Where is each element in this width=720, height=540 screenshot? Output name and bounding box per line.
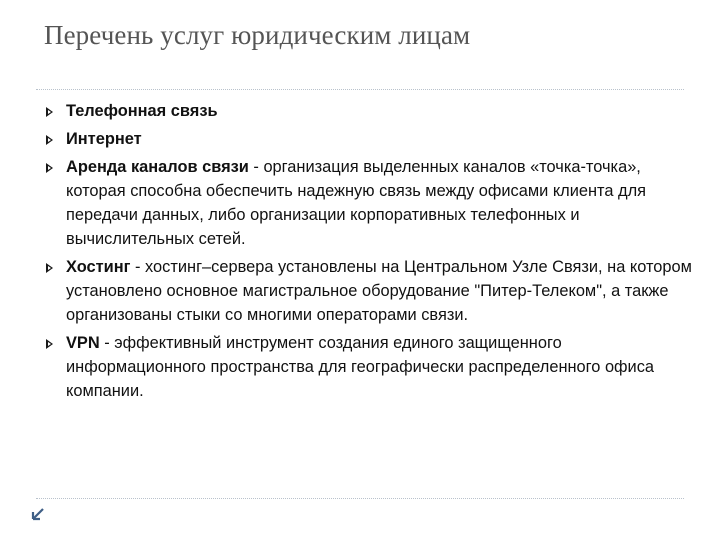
triangle-bullet-icon xyxy=(46,163,53,173)
list-item-vpn xyxy=(44,331,694,403)
list-item-channel-rental xyxy=(44,155,694,251)
service-description: - эффективный инструмент создания единого защищенного информационного пространства для географически распределенного офиса компании. xyxy=(66,334,655,400)
triangle-bullet-icon xyxy=(46,263,53,273)
slide-title: Перечень услуг юридическим лицам xyxy=(44,20,471,50)
service-description: - хостинг–сервера установлены на Центральном Узле Связи, на котором установлено основное магистральное оборудование "Питер-Телеком", а также организованы стыки со многими операторами связи. xyxy=(66,258,692,324)
services-list xyxy=(44,99,694,407)
list-item-telephony xyxy=(44,99,694,123)
service-term: Хостинг xyxy=(66,258,131,276)
triangle-bullet-icon xyxy=(46,135,53,145)
list-item-hosting xyxy=(44,255,694,327)
top-divider xyxy=(36,89,684,90)
corner-arrow-icon xyxy=(30,506,46,522)
service-term: Аренда каналов связи xyxy=(66,158,249,176)
list-item-internet xyxy=(44,127,694,151)
service-description: - организация выделенных каналов «точка-точка», которая способна обеспечить надежную связь между офисами клиента для передачи данных, либо организации корпоративных телефонных и вычислительных сетей. xyxy=(66,158,647,248)
service-term: Телефонная связь xyxy=(66,102,218,120)
triangle-bullet-icon xyxy=(46,107,53,117)
triangle-bullet-icon xyxy=(46,339,53,349)
service-term: Интернет xyxy=(66,130,142,148)
bottom-divider xyxy=(36,498,684,499)
service-term: VPN xyxy=(66,334,100,352)
